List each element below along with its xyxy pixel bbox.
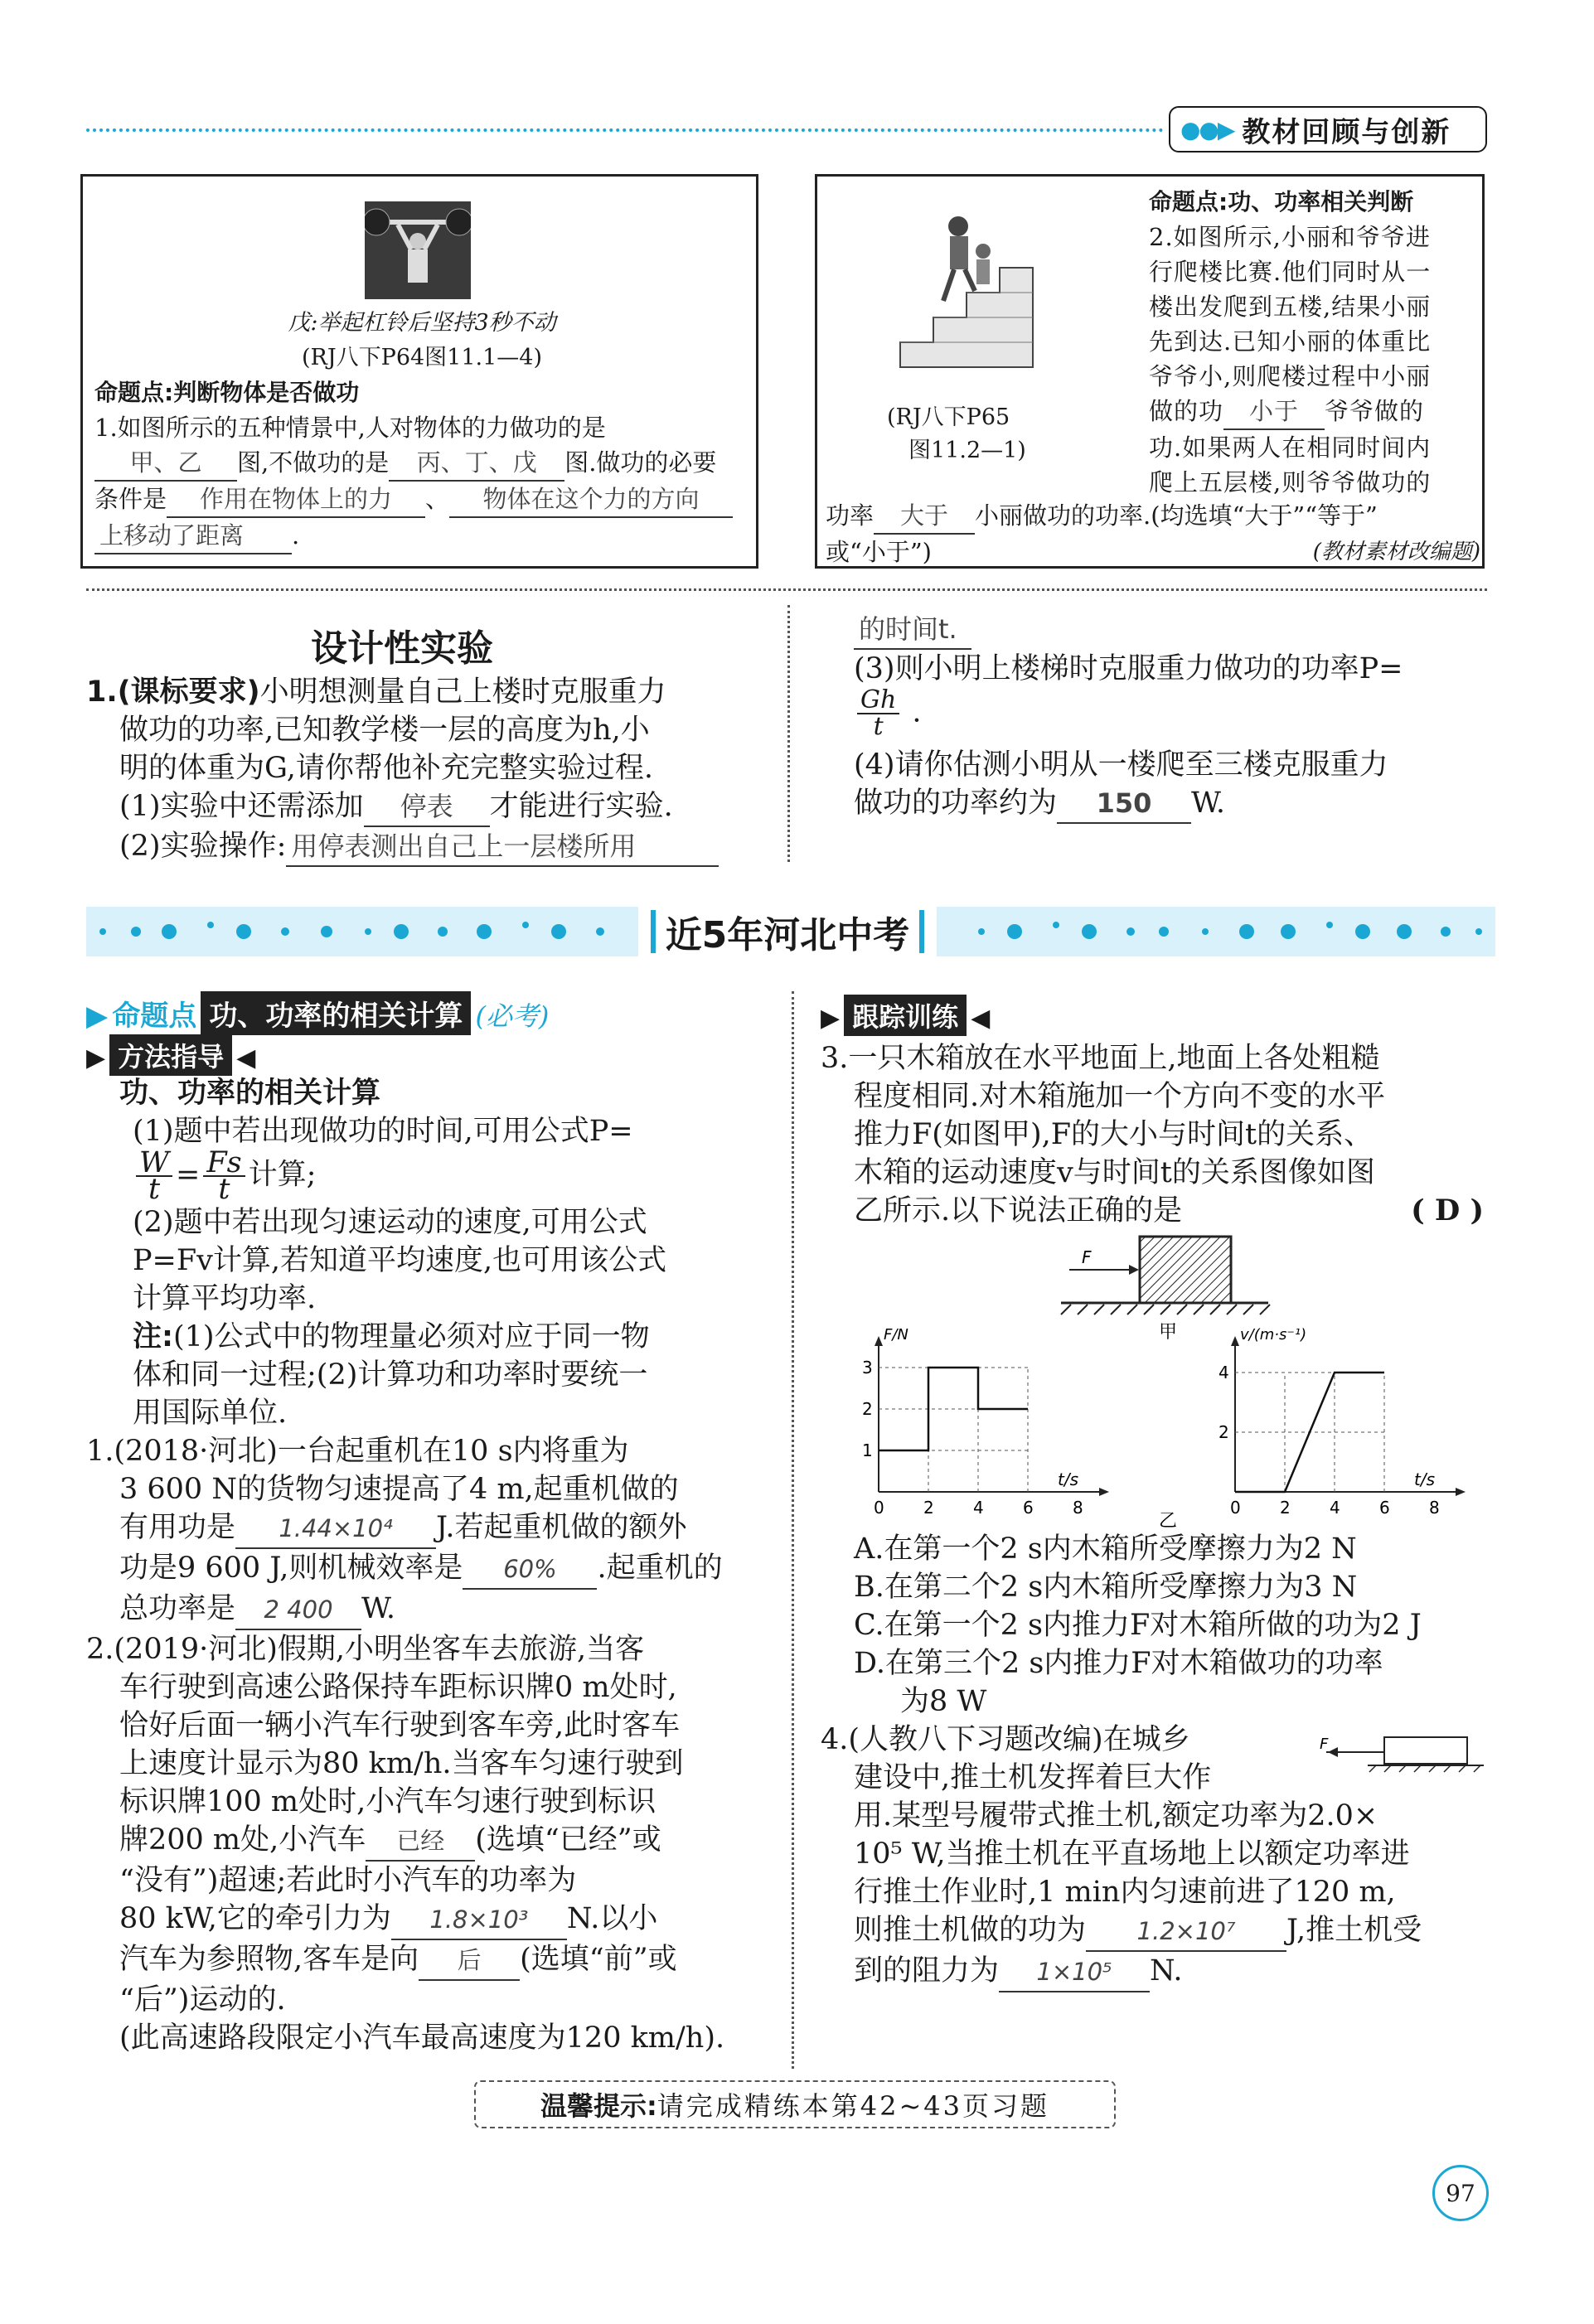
stairs-illustration: [892, 210, 1058, 375]
banner-bar-left: [651, 910, 656, 953]
x-tick-label: 6: [1379, 1498, 1390, 1518]
question-4: 4.(人教八下习题改编)在城乡 建设中,推土机发挥着巨大作 用.某型号履带式推土机,额定功率为2.0× 10⁵ W,当推土机在平直场地上以额定功率进 行推土作业时,1 min内匀速前进了120 m, 则推土机做的功为 1.2×10⁷ J,推土机受 到的阻力为 1×10⁵ N.: [821, 1721, 1492, 1992]
option-a[interactable]: A.在第一个2 s内木箱所受摩擦力为2 N: [854, 1532, 1357, 1566]
option-d[interactable]: D.在第三个2 s内推力F对木箱做功的功率: [854, 1647, 1383, 1680]
figure-yi: [845, 1326, 1500, 1533]
option-d-cont: 为8 W: [900, 1685, 987, 1718]
x-arrow-icon: [1456, 1488, 1466, 1496]
header-dotted-rule: [86, 128, 1164, 132]
play-icon: ▶: [86, 1000, 109, 1033]
y-arrow-icon: [1231, 1336, 1239, 1346]
answer-choice: ( D ): [1411, 1193, 1484, 1227]
arrow-dots-icon: ●●▶: [1180, 115, 1234, 143]
column-divider-top: [787, 605, 790, 862]
weightlifter-photo: [365, 201, 471, 299]
figure-yi-label: 乙: [1159, 1511, 1178, 1532]
y-axis-label: F/N: [884, 1326, 908, 1344]
y-axis-label: v/(m·s⁻¹): [1240, 1326, 1307, 1344]
question-text: 1.如图所示的五种情景中,人对物体的力做功的是 甲、乙 图,不做功的是 丙、丁、戊 图.做功的必要 条件是 作用在物体上的力 、 物体在这个力的方向 上移动了距离 .: [94, 410, 758, 554]
x-tick-label: 4: [1330, 1498, 1340, 1518]
method-tag: ▶ 方法指导 ◀: [86, 1034, 255, 1076]
y-tick-label: 1: [862, 1440, 873, 1460]
x-tick-label: 0: [874, 1498, 884, 1518]
point-label: 命题点:功、功率相关判断: [1149, 188, 1414, 215]
y-tick-label: 2: [1219, 1422, 1229, 1442]
page-number: 97: [1432, 2165, 1489, 2221]
design-question: 1.(课标要求)小明想测量自己上楼时克服重力 做功的功率,已知教学楼一层的高度为h,小 明的体重为G,请你帮他补充完整实验过程. (1)实验中还需添加 停表 才能进行实验. (2)实验操作: 用停表测出自己上一层楼所用: [86, 673, 766, 867]
banner-title-box: [638, 905, 937, 958]
x-tick-label: 4: [973, 1498, 984, 1518]
force-label: F: [1082, 1247, 1092, 1267]
question-text-cont: 功率 大于 小丽做功的功率.(均选填“大于”“等于” 或“小于”) (教材素材改编题): [826, 498, 1480, 569]
method-content: 功、功率的相关计算 (1)题中若出现做功的时间,可用公式P= $\frac{W}{t}$ = $\frac{Fs}{t}$ 计算; (2)题中若出现匀速运动的速度,可用公式 P=Fv计算,若知道平均速度,也可用该公式 计算平均功率. 注:(1)公式中的物理量必须对应于同一物 体和同一过程;(2)计算功和功率时要统一 用国际单位. 1.(2018·河北)一台起重机在10 s内将重为 3 600 N的货物匀速提高了4 m,起重机做的 有用功是 1.44×10⁴ J.若起重机做的额外 功是9 600 J,则机械效率是 60% .起重机的 总功率是 2 400 W. 2.(2019·河北)假期,小明坐客车去旅游,当客 车行驶到高速公路保持车距标识牌0 m处时, 恰好后面一辆小汽车行驶到客车旁,此时客车 上速度计显示为80 km/h.当客车匀速行驶到 标识牌100 m处时,小汽车匀速行驶到标识 牌200 m处,小汽车 已经 (选填“已经”或 “没有”)超速;若此时小汽车的功率为 80 kW,它的牵引力为 1.8×10³ N.以小 汽车为参照物,客车是向 后 (选填“前”或 “后”)运动的. (此高速路段限定小汽车最高速度为120 km/h).: [86, 1077, 725, 2055]
photo-caption: 戊:举起杠铃后坚持3秒不动: [288, 310, 556, 336]
wooden-box: [1140, 1237, 1231, 1303]
column-divider-bottom: [792, 991, 794, 2069]
y-tick-label: 4: [1219, 1363, 1229, 1382]
weightlifter-icon: [365, 201, 471, 299]
question-text: 2.如图所示,小丽和爷爷进 行爬楼比赛.他们同时从一 楼出发爬到五楼,结果小丽 先到达.已知小丽的体重比 爷爷小,则爬楼过程中小丽 做的功 小于 爷爷做的 功.如果两人在相同时间内 爬上五层楼,则爷爷做功的: [1149, 223, 1432, 496]
figure-ref-1: (RJ八下P65: [887, 404, 1010, 430]
options: [854, 1530, 1509, 1721]
review-box-right: [815, 174, 1485, 569]
option-b[interactable]: B.在第二个2 s内木箱所受摩擦力为3 N: [854, 1571, 1358, 1604]
banner-title: 近5年河北中考: [665, 914, 910, 956]
x-tick-label: 0: [1230, 1498, 1241, 1518]
review-box-left: [80, 174, 758, 569]
y-tick-label: 3: [862, 1358, 873, 1377]
stairs-climbing-icon: [892, 210, 1058, 375]
play-icon: ▶: [821, 1004, 841, 1033]
point-label: 命题点:判断物体是否做功: [94, 379, 360, 406]
x-tick-label: 2: [923, 1498, 934, 1518]
box-shape: [1384, 1737, 1467, 1764]
figure-ref-2: 图11.2—1): [908, 438, 1026, 463]
photo-reference: (RJ八下P64图11.1—4): [301, 345, 543, 370]
bulldozer-figure: [1318, 1732, 1484, 1774]
x-axis-label: t/s: [1058, 1469, 1078, 1489]
y-arrow-icon: [875, 1336, 883, 1346]
y-tick-label: 2: [862, 1399, 873, 1419]
x-axis-label: t/s: [1414, 1469, 1435, 1489]
figure-jia-label: 甲: [1159, 1322, 1178, 1343]
play-left-icon: ◀: [236, 1043, 256, 1072]
option-c[interactable]: C.在第一个2 s内推力F对木箱所做的功为2 J: [854, 1609, 1422, 1642]
design-question-cont: 的时间t. (3)则小明上楼梯时克服重力做功的功率P= $\frac{Gh}{t}$ . (4)请你估测小明从一楼爬至三楼克服重力 做功的功率约为 150 W.: [854, 610, 1500, 824]
x-tick-label: 8: [1429, 1498, 1440, 1518]
x-tick-label: 2: [1280, 1498, 1291, 1518]
x-arrow-icon: [1099, 1488, 1109, 1496]
play-left-icon: ◀: [971, 1004, 991, 1033]
section-badge-title: 教材回顾与创新: [1242, 115, 1451, 149]
footer-tip: 温馨提示: 请完成精练本第42~43页习题: [474, 2080, 1116, 2128]
question-3: 3.一只木箱放在水平地面上,地面上各处粗糙 程度相同.对木箱施加一个方向不变的水平 推力F(如图甲),F的大小与时间t的关系、 木箱的运动速度v与时间t的关系图像如图 乙所示.以下说法正确的是 ( D ): [821, 1039, 1492, 1230]
x-tick-label: 8: [1073, 1498, 1083, 1518]
section-badge: [1169, 106, 1487, 153]
x-tick-label: 6: [1023, 1498, 1034, 1518]
velocity-time-chart: [1219, 1326, 1466, 1518]
banner-bar-right: [919, 910, 924, 953]
svg-text:F: F: [1320, 1736, 1329, 1753]
divider-rule: [86, 588, 1487, 591]
force-time-chart: [862, 1326, 1109, 1518]
track-tag: ▶ 跟踪训练 ◀: [821, 995, 990, 1036]
point-heading: ▶ 命题点 功、功率的相关计算 (必考): [86, 991, 766, 1035]
source-note: (教材素材改编题): [1312, 540, 1480, 564]
design-title: 设计性实验: [311, 627, 493, 670]
play-icon: ▶: [86, 1043, 106, 1072]
